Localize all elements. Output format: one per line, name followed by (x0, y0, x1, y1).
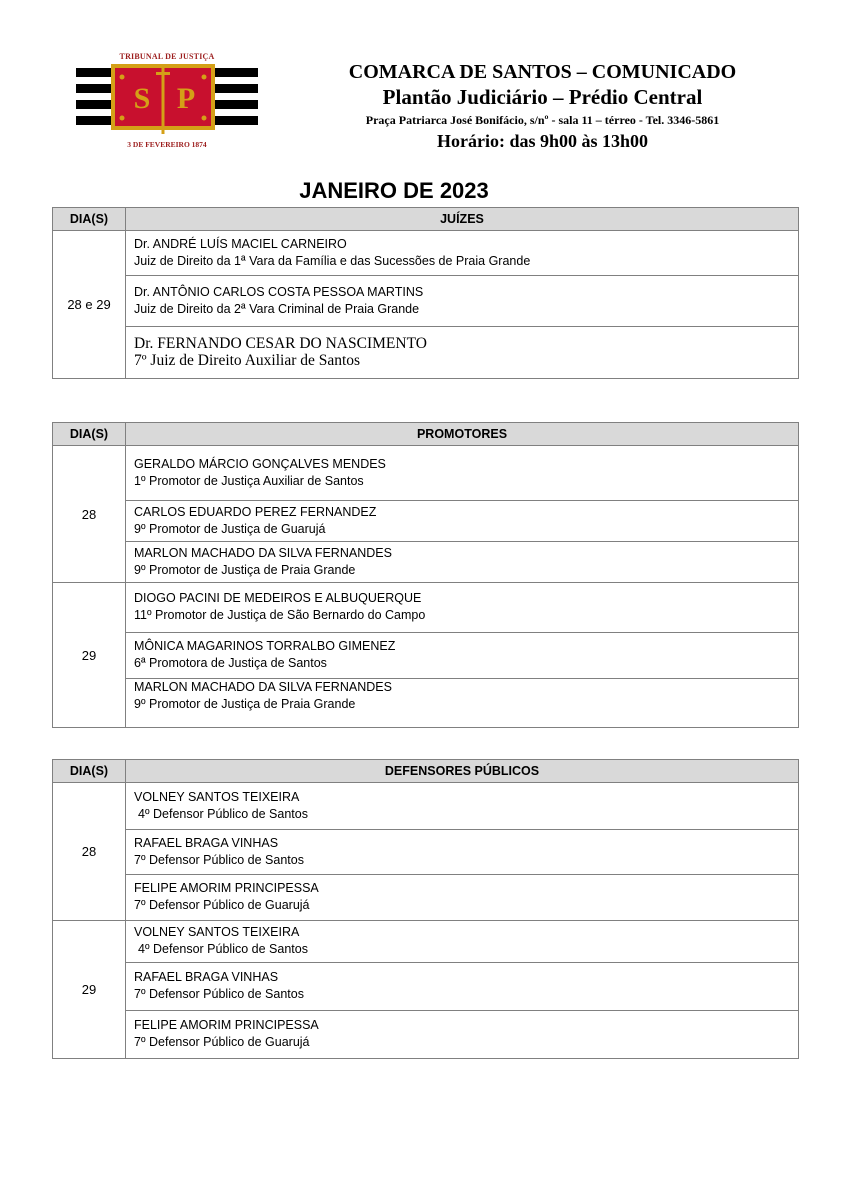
person-role: 7º Defensor Público de Santos (134, 852, 304, 867)
person-name: Dr. ANDRÉ LUÍS MACIEL CARNEIRO (134, 236, 347, 251)
person-role: 7º Defensor Público de Guarujá (134, 898, 310, 912)
person-cell (126, 231, 799, 276)
person-name: VOLNEY SANTOS TEIXEIRA (134, 789, 300, 804)
column-header-day: DIA(S) (53, 423, 126, 446)
person-role: 4º Defensor Público de Santos (138, 942, 308, 956)
person-cell (126, 633, 799, 679)
person-cell (126, 327, 799, 379)
table-row (53, 231, 799, 276)
table-row (53, 542, 799, 583)
person-cell (126, 276, 799, 327)
person-role: 4º Defensor Público de Santos (138, 806, 308, 821)
page-title: JANEIRO DE 2023 (299, 178, 489, 203)
person-name: VOLNEY SANTOS TEIXEIRA (134, 925, 300, 939)
person-cell (126, 446, 799, 501)
person-name: MARLON MACHADO DA SILVA FERNANDES (134, 545, 392, 560)
sp-flag-emblem-icon (76, 52, 258, 152)
table-header-row (53, 423, 799, 446)
person-cell (126, 783, 799, 830)
svg-text:P: P (176, 82, 196, 115)
table-row (53, 446, 799, 501)
person-cell (126, 542, 799, 583)
person-name: Dr. FERNANDO CESAR DO NASCIMENTO (134, 335, 427, 352)
person-role: Juiz de Direito da 2ª Vara Criminal de Praia Grande (134, 301, 420, 316)
person-role: 9º Promotor de Justiça de Praia Grande (134, 562, 356, 577)
prosecutors-table (52, 422, 799, 728)
table-row (53, 679, 799, 728)
day-cell: 28 (53, 783, 126, 921)
table-row (53, 327, 799, 379)
table-row (53, 633, 799, 679)
judges-table (52, 207, 799, 379)
column-header-prosecutors: PROMOTORES (126, 423, 799, 446)
person-name: FELIPE AMORIM PRINCIPESSA (134, 1018, 319, 1032)
person-cell (126, 875, 799, 921)
person-role: 7º Defensor Público de Santos (134, 987, 304, 1001)
column-header-day: DIA(S) (53, 208, 126, 231)
person-name: RAFAEL BRAGA VINHAS (134, 970, 279, 984)
column-header-defenders: DEFENSORES PÚBLICOS (126, 760, 799, 783)
svg-text:S: S (133, 82, 151, 115)
day-cell: 29 (53, 583, 126, 728)
person-name: FELIPE AMORIM PRINCIPESSA (134, 881, 319, 895)
column-header-day: DIA(S) (53, 760, 126, 783)
table-row (53, 830, 799, 875)
person-cell (126, 921, 799, 963)
person-cell (126, 501, 799, 542)
day-cell: 28 e 29 (53, 231, 126, 379)
person-role: 9º Promotor de Justiça de Guarujá (134, 521, 326, 536)
logo-top-text: TRIBUNAL DE JUSTIÇA (119, 52, 215, 61)
person-cell (126, 583, 799, 633)
table-header-row (53, 760, 799, 783)
person-role: 7º Defensor Público de Guarujá (134, 1035, 310, 1049)
person-cell (126, 679, 799, 728)
table-header-row (53, 208, 799, 231)
day-cell: 28 (53, 446, 126, 583)
person-name: CARLOS EDUARDO PEREZ FERNANDEZ (134, 504, 377, 519)
tribunal-logo (76, 52, 258, 152)
person-role: 6ª Promotora de Justiça de Santos (134, 656, 327, 670)
person-role: 7º Juiz de Direito Auxiliar de Santos (134, 352, 361, 369)
header-hours: Horário: das 9h00 às 13h00 (436, 131, 649, 151)
person-name: RAFAEL BRAGA VINHAS (134, 835, 279, 850)
person-name: GERALDO MÁRCIO GONÇALVES MENDES (134, 456, 386, 471)
person-cell (126, 963, 799, 1011)
table-row (53, 963, 799, 1011)
person-role: 9º Promotor de Justiça de Praia Grande (134, 697, 356, 711)
person-cell (126, 830, 799, 875)
header-comarca: COMARCA DE SANTOS – COMUNICADO (348, 61, 737, 83)
defenders-table (52, 759, 799, 1059)
header-address: Praça Patriarca José Bonifácio, s/nº - sala 11 – térreo - Tel. 3346-5861 (365, 113, 720, 127)
logo-bottom-text: 3 DE FEVEREIRO 1874 (127, 140, 207, 149)
person-name: Dr. ANTÔNIO CARLOS COSTA PESSOA MARTINS (134, 284, 424, 299)
table-row (53, 921, 799, 963)
column-header-judges: JUÍZES (126, 208, 799, 231)
person-role: 11º Promotor de Justiça de São Bernardo do Campo (134, 608, 426, 622)
person-cell (126, 1011, 799, 1059)
day-cell: 29 (53, 921, 126, 1059)
table-row (53, 583, 799, 633)
person-role: 1º Promotor de Justiça Auxiliar de Santos (134, 473, 364, 488)
person-name: MÔNICA MAGARINOS TORRALBO GIMENEZ (134, 639, 396, 653)
table-row (53, 1011, 799, 1059)
person-name: MARLON MACHADO DA SILVA FERNANDES (134, 680, 392, 694)
table-row (53, 783, 799, 830)
header-block (300, 60, 785, 153)
table-row (53, 875, 799, 921)
person-name: DIOGO PACINI DE MEDEIROS E ALBUQUERQUE (134, 591, 422, 605)
table-row (53, 501, 799, 542)
header-plantao: Plantão Judiciário – Prédio Central (382, 85, 703, 109)
person-role: Juiz de Direito da 1ª Vara da Família e das Sucessões de Praia Grande (134, 253, 531, 268)
table-row (53, 276, 799, 327)
